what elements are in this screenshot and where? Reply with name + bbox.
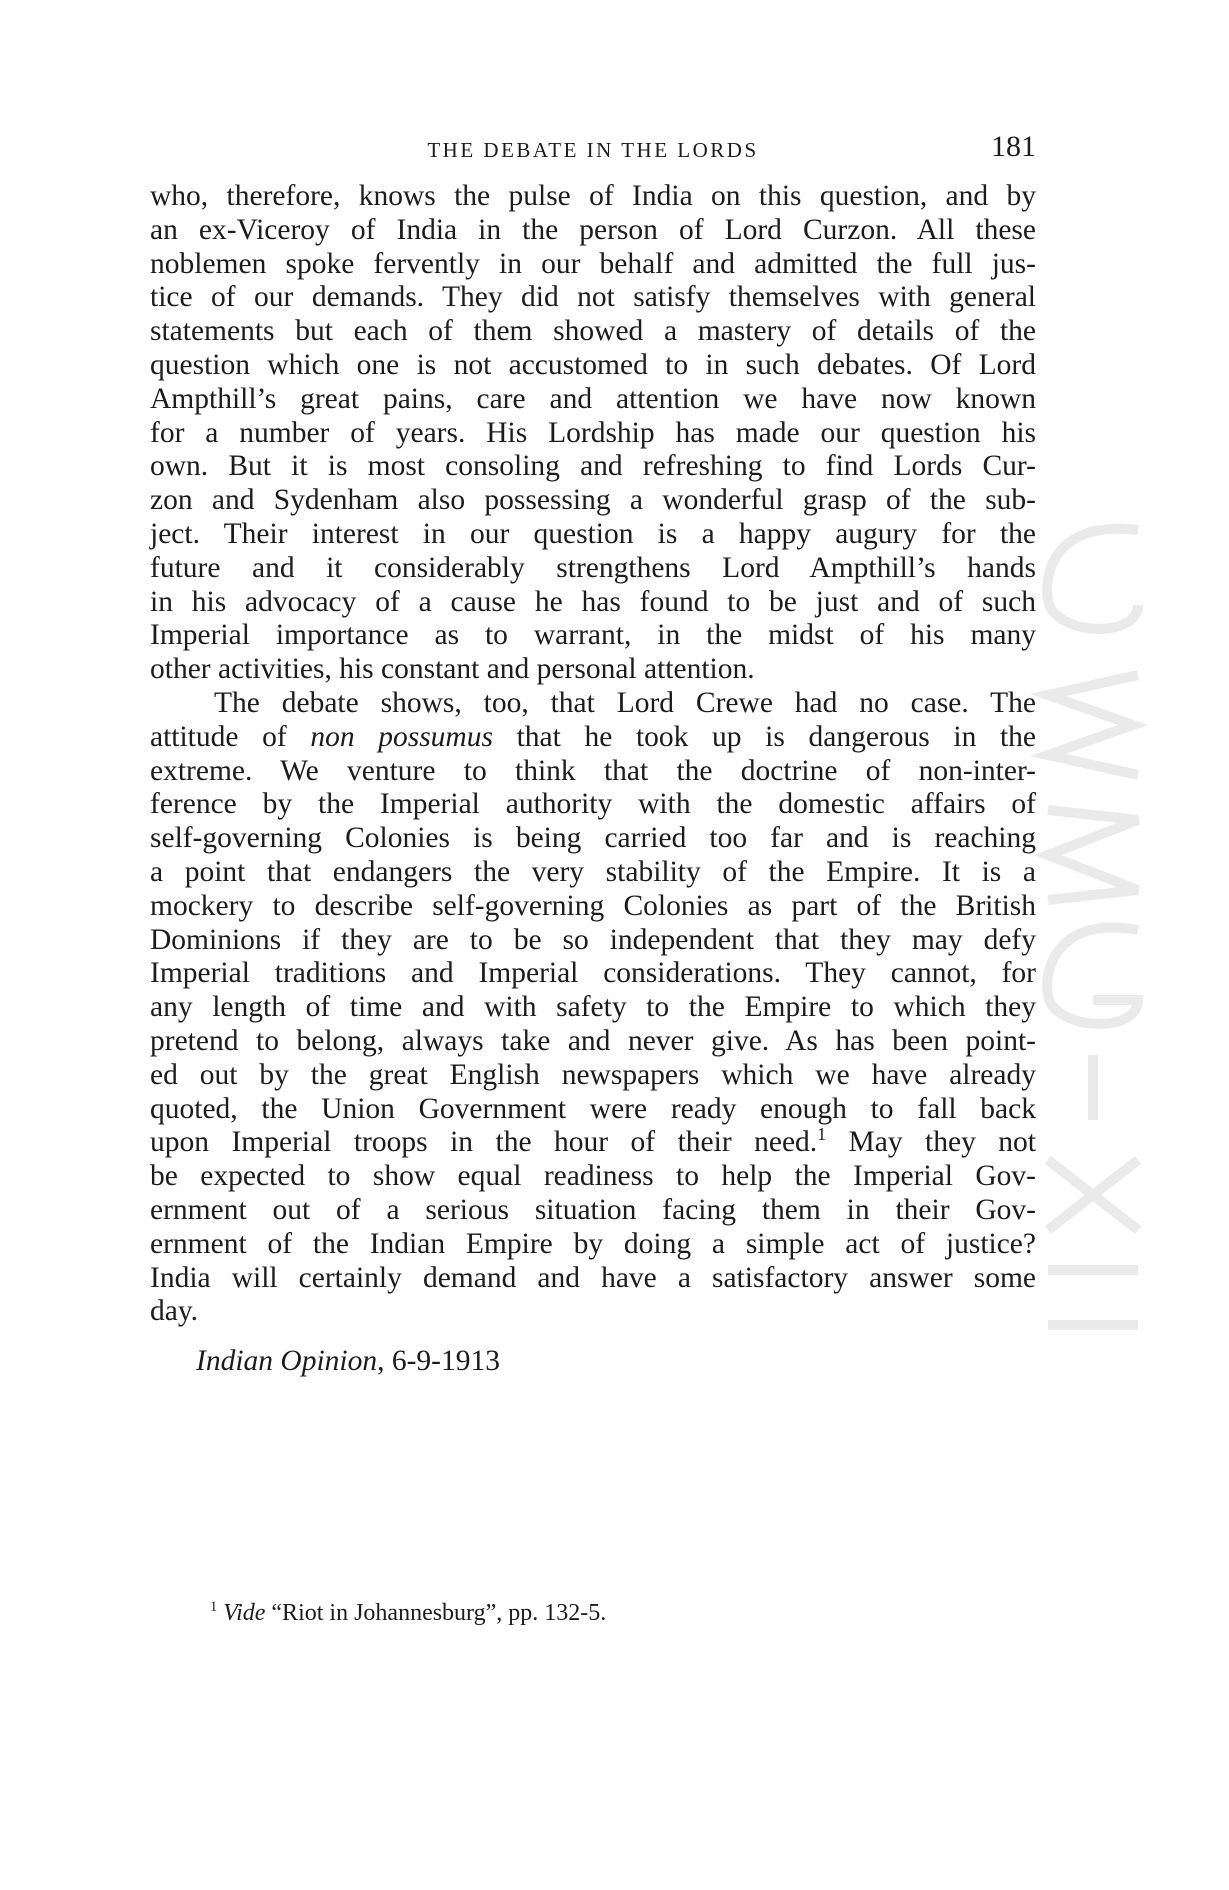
- latin-phrase: non possumus: [310, 720, 493, 753]
- text-line: statements but each of them showed a mastery of details of the: [150, 315, 1036, 348]
- text-segment: attitude of: [150, 720, 287, 753]
- text-line: in his advocacy of a cause he has found to be just and of such: [150, 585, 1036, 618]
- text-line-mixed: [150, 721, 1036, 755]
- text-line: for a number of years. His Lordship has made our question his: [150, 416, 1036, 449]
- text-line: self-governing Colonies is being carried too far and is reaching: [150, 822, 1036, 855]
- text-line: quoted, the Union Government were ready enough to fall back: [150, 1092, 1036, 1125]
- text-line: extreme. We venture to think that the doctrine of non-inter-: [150, 754, 1036, 787]
- text-line: own. But it is most consoling and refreshing to find Lords Cur-: [150, 450, 1036, 483]
- body-text: [150, 180, 1036, 1329]
- text-line: ernment out of a serious situation facing them in their Gov-: [150, 1193, 1036, 1226]
- text-line: be expected to show equal readiness to help the Imperial Gov-: [150, 1160, 1036, 1193]
- text-line: who, therefore, knows the pulse of India on this question, and by: [150, 180, 1036, 212]
- text-line-mixed: [150, 1126, 1036, 1160]
- text-line: Ampthill’s great pains, care and attention we have now known: [150, 382, 1036, 415]
- text-segment: May they not: [848, 1126, 1036, 1159]
- watermark-graphic: [1028, 510, 1158, 1380]
- text-line: a point that endangers the very stability of the Empire. It is a: [150, 855, 1036, 888]
- footnote-marker: 1: [210, 1599, 218, 1615]
- footnote: [210, 1600, 606, 1627]
- text-line: ject. Their interest in our question is a happy augury for the: [150, 517, 1036, 550]
- text-line: day.: [150, 1295, 199, 1328]
- running-header: [150, 128, 1036, 168]
- text-line: mockery to describe self-governing Colonies as part of the British: [150, 889, 1036, 922]
- source-citation: [196, 1345, 500, 1378]
- text-line: noblemen spoke fervently in our behalf and admitted the full jus-: [150, 247, 1036, 280]
- publication-date: , 6-9-1913: [377, 1345, 500, 1377]
- text-line: ernment of the Indian Empire by doing a simple act of justice?: [150, 1227, 1036, 1260]
- text-line: question which one is not accustomed to in such debates. Of Lord: [150, 348, 1036, 381]
- footnote-vide: Vide: [223, 1600, 266, 1626]
- text-segment: upon Imperial troops in the hour of their need.: [150, 1126, 818, 1159]
- running-title: THE DEBATE IN THE LORDS: [427, 138, 759, 162]
- footnote-reference[interactable]: 1: [817, 1124, 827, 1145]
- text-line: other activities, his constant and personal attention.: [150, 653, 755, 686]
- text-segment: that he took up is dangerous in the: [516, 720, 1037, 753]
- text-line: Imperial importance as to warrant, in the midst of his many: [150, 619, 1036, 652]
- text-line: Dominions if they are to be so independent that they may defy: [150, 923, 1036, 956]
- page-number: 181: [991, 130, 1036, 163]
- publication-name: Indian Opinion: [196, 1345, 378, 1377]
- text-line: Imperial traditions and Imperial considerations. They cannot, for: [150, 957, 1036, 990]
- text-line: an ex-Viceroy of India in the person of Lord Curzon. All these: [150, 213, 1036, 246]
- text-line: future and it considerably strengthens Lord Ampthill’s hands: [150, 551, 1036, 584]
- footnote-text: “Riot in Johannesburg”, pp. 132-5.: [271, 1600, 607, 1626]
- text-line: any length of time and with safety to the Empire to which they: [150, 991, 1036, 1024]
- text-line: India will certainly demand and have a satisfactory answer some: [150, 1261, 1036, 1294]
- text-line: pretend to belong, always take and never give. As has been point-: [150, 1024, 1036, 1057]
- text-line: ed out by the great English newspapers which we have already: [150, 1058, 1036, 1091]
- text-line: zon and Sydenham also possessing a wonderful grasp of the sub-: [150, 484, 1036, 517]
- text-line: The debate shows, too, that Lord Crewe had no case. The: [214, 686, 1036, 719]
- text-line: tice of our demands. They did not satisfy themselves with general: [150, 281, 1036, 314]
- text-line: ference by the Imperial authority with the domestic affairs of: [150, 788, 1036, 821]
